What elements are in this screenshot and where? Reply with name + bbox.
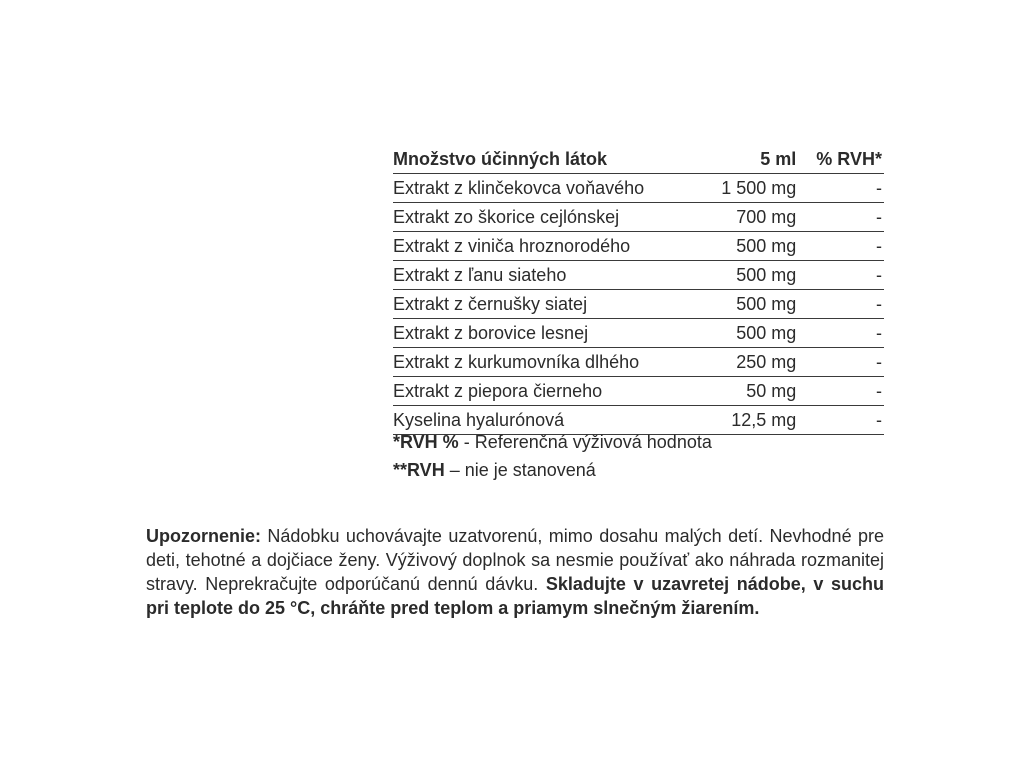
footnote-text: – nie je stanovená — [444, 460, 596, 480]
storage-instructions: Skladujte v uzavretej nádobe, v suchu pri teplote do 25 °C, chráňte pred teplom a priamym slnečným žiarením. — [146, 574, 884, 618]
row-rvh: - — [804, 174, 884, 203]
row-rvh: - — [804, 203, 884, 232]
footnote-text: - Referenčná výživová hodnota — [458, 432, 712, 452]
nutrition-table — [393, 146, 884, 435]
row-amount: 500 mg — [707, 232, 805, 261]
footnote-rvh-not-set — [393, 456, 884, 484]
row-name: Extrakt z černušky siatej — [393, 290, 707, 319]
row-name: Extrakt z klinčekovca voňavého — [393, 174, 707, 203]
header-substances: Množstvo účinných látok — [393, 146, 707, 174]
row-name: Extrakt z viniča hroznorodého — [393, 232, 707, 261]
row-rvh: - — [804, 319, 884, 348]
table-row — [393, 290, 884, 319]
footnote-key: *RVH % — [393, 432, 459, 452]
header-rvh: % RVH* — [804, 146, 884, 174]
row-amount: 500 mg — [707, 261, 805, 290]
table-row — [393, 232, 884, 261]
row-rvh: - — [804, 290, 884, 319]
table-row — [393, 377, 884, 406]
row-rvh: - — [804, 261, 884, 290]
row-rvh: - — [804, 377, 884, 406]
footnotes — [393, 428, 884, 484]
table-row — [393, 261, 884, 290]
row-amount: 1 500 mg — [707, 174, 805, 203]
row-name: Extrakt z ľanu siateho — [393, 261, 707, 290]
warning-paragraph — [146, 524, 884, 620]
table-row — [393, 319, 884, 348]
row-amount: 12,5 mg — [707, 406, 805, 435]
row-name: Extrakt z piepora čierneho — [393, 377, 707, 406]
row-amount: 500 mg — [707, 319, 805, 348]
table-row — [393, 348, 884, 377]
row-rvh: - — [804, 232, 884, 261]
header-amount: 5 ml — [707, 146, 805, 174]
row-rvh: - — [804, 406, 884, 435]
row-amount: 500 mg — [707, 290, 805, 319]
row-rvh: - — [804, 348, 884, 377]
row-name: Kyselina hyalurónová — [393, 406, 707, 435]
table-row — [393, 203, 884, 232]
row-name: Extrakt zo škorice cejlónskej — [393, 203, 707, 232]
row-amount: 700 mg — [707, 203, 805, 232]
warning-text: Nádobku uchovávajte uzatvorenú, mimo dosahu malých detí. Nevhodné pre deti, tehotné a dojčiace ženy. Výživový doplnok sa nesmie používať ako náhrada rozmanitej stravy. Neprekračujte odporúčanú dennú dávku. — [146, 526, 884, 594]
table-row — [393, 174, 884, 203]
table-header-row — [393, 146, 884, 174]
footnote-key: **RVH — [393, 460, 445, 480]
row-name: Extrakt z borovice lesnej — [393, 319, 707, 348]
warning-label: Upozornenie: — [146, 526, 261, 546]
row-amount: 50 mg — [707, 377, 805, 406]
row-name: Extrakt z kurkumovníka dlhého — [393, 348, 707, 377]
footnote-rvh — [393, 428, 884, 456]
row-amount: 250 mg — [707, 348, 805, 377]
